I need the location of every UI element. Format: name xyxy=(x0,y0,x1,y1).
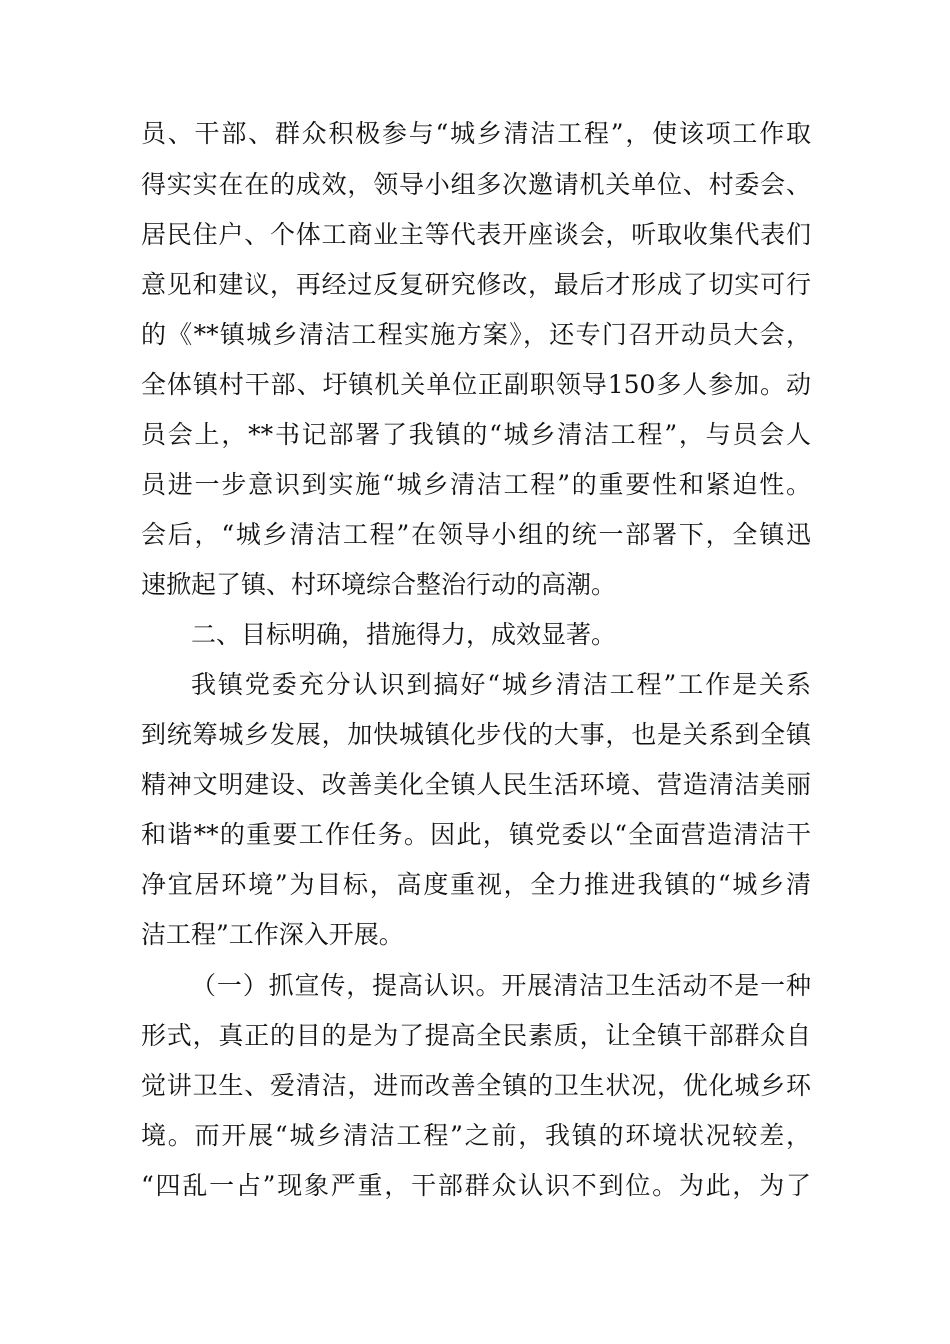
text-line: 境。而开展“城乡清洁工程”之前，我镇的环境状况较差， xyxy=(141,1121,811,1150)
subsection-line: （一）抓宣传，提高认识。开展清洁卫生活动不是一种 xyxy=(191,971,811,1000)
text-line: 会后，“城乡清洁工程”在领导小组的统一部署下，全镇迅 xyxy=(141,520,811,549)
text-line: 到统筹城乡发展，加快城镇化步伐的大事，也是关系到全镇 xyxy=(141,720,811,749)
text-line: 精神文明建设、改善美化全镇人民生活环境、营造清洁美丽 xyxy=(141,770,811,799)
text-line: 速掀起了镇、村环境综合整治行动的高潮。 xyxy=(141,570,617,599)
text-line: 意见和建议，再经过反复研究修改，最后才形成了切实可行 xyxy=(141,270,811,299)
text-line: 和谐**的重要工作任务。因此，镇党委以“全面营造清洁干 xyxy=(141,820,811,849)
text-line: 的《**镇城乡清洁工程实施方案》，还专门召开动员大会， xyxy=(141,320,811,349)
text-line: 觉讲卫生、爱清洁，进而改善全镇的卫生状况，优化城乡环 xyxy=(141,1071,811,1100)
text-line: 形式，真正的目的是为了提高全民素质，让全镇干部群众自 xyxy=(141,1021,811,1050)
text-line: 员进一步意识到实施“城乡清洁工程”的重要性和紧迫性。 xyxy=(141,470,811,499)
text-line: 净宜居环境”为目标，高度重视，全力推进我镇的“城乡清 xyxy=(141,870,811,899)
text-line: “四乱一占”现象严重，干部群众认识不到位。为此，为了 xyxy=(141,1171,811,1200)
section-heading: 二、目标明确，措施得力，成效显著。 xyxy=(191,620,617,649)
text-line: 员、干部、群众积极参与“城乡清洁工程”，使该项工作取 xyxy=(141,119,811,148)
text-line: 居民住户、个体工商业主等代表开座谈会，听取收集代表们 xyxy=(141,220,811,249)
text-line: 员会上，**书记部署了我镇的“城乡清洁工程”，与员会人 xyxy=(141,420,811,449)
text-line: 我镇党委充分认识到搞好“城乡清洁工程”工作是关系 xyxy=(191,670,811,699)
text-line: 得实实在在的成效，领导小组多次邀请机关单位、村委会、 xyxy=(141,170,811,199)
text-line: 洁工程”工作深入开展。 xyxy=(141,920,404,949)
text-line: 全体镇村干部、圩镇机关单位正副职领导150多人参加。动 xyxy=(141,370,811,399)
